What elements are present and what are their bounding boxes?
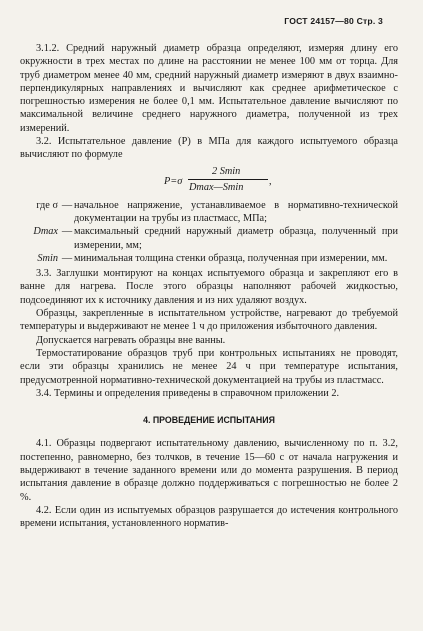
paragraph-3-2: 3.2. Испытательное давление (P) в МПа для каждого испытуемого образца вычисляют по формуле xyxy=(20,136,398,161)
definition-desc: минимальная толщина стенки образца, полученная при измерении, мм. xyxy=(74,252,388,264)
definition-desc: начальное напряжение, устанавливаемое в нормативно-технической документации на трубы из пластмасс, МПа; xyxy=(74,199,398,224)
paragraph-3-3: 3.3. Заглушки монтируют на концах испытуемого образца и закрепляют его в ванне для нагрева. После этого образцы наполняют рабочей жидкостью, подсоединяют их к источнику давления и из них удаляют воздух. xyxy=(20,268,398,306)
definition-dash: — xyxy=(61,252,73,264)
paragraph-4-2: 4.2. Если один из испытуемых образцов разрушается до истечения контрольного времени испытания, установленного норматив- xyxy=(20,504,398,530)
definition-term: Dmax xyxy=(33,226,58,238)
pressure-formula xyxy=(20,164,398,196)
paragraph-3-3-outside-bath: Допускается нагревать образцы вне ванны. xyxy=(36,334,226,346)
formula-lhs: P=σ xyxy=(164,175,183,187)
page-header: ГОСТ 24157—80 Стр. 3 xyxy=(284,16,383,26)
section-title: 4. ПРОВЕДЕНИЕ ИСПЫТАНИЯ xyxy=(143,415,275,426)
document-body xyxy=(20,42,398,531)
paragraph-3-3-heating: Образцы, закрепленные в испытательном устройстве, нагревают до требуемой температуры и выдерживают не менее 1 ч до приложения избыточного давления. xyxy=(20,308,398,333)
definition-list xyxy=(20,199,398,265)
paragraph-3-1-2: 3.1.2. Средний наружный диаметр образца определяют, измеряя длину его окружности в трех местах по длине на расстоянии не менее 100 мм от торца. Для труб диаметром менее 40 мм, средний наружный диаметр измеряют в двух взаимно-перпендикулярных направлениях и вычисляют как среднее арифметическое с погрешностью измерения не более 0,1 мм. Испытательное давление вычисляют по максимальной величине среднего наружного диаметра, полученной из трех измерений. xyxy=(20,43,398,134)
definition-term: где σ xyxy=(36,199,58,211)
fraction-bar xyxy=(188,179,268,180)
definition-row xyxy=(20,225,398,252)
definition-term: Smin xyxy=(37,252,58,264)
formula-comma: , xyxy=(269,175,272,187)
definition-dash: — xyxy=(61,199,73,211)
paragraph-3-3-thermostat: Термостатирование образцов труб при контрольных испытаниях не проводят, если эти образцы хранились не менее 24 ч при температуре испытания, предусмотренной нормативно-технической документацией на трубы из пластмасс. xyxy=(20,347,398,386)
formula-denominator: Dmax—Smin xyxy=(189,181,244,193)
definition-row xyxy=(20,252,398,265)
formula-numerator: 2 Smin xyxy=(212,165,241,177)
definition-desc: максимальный средний наружный диаметр образца, полученный при измерении, мм; xyxy=(74,226,398,251)
definition-dash: — xyxy=(61,226,73,238)
paragraph-3-4: 3.4. Термины и определения приведены в справочном приложении 2. xyxy=(36,387,340,399)
definition-row xyxy=(20,199,398,226)
paragraph-4-1: 4.1. Образцы подвергают испытательному давлению, вычисленному по п. 3.2, постепенно, равномерно, без толчков, в течение 15—60 с от начала нагружения и выдерживают в течение заданного времени или до момента разрушения. В период испытания давление в образце должно поддерживаться с погрешностью не более 2 %. xyxy=(20,438,398,503)
